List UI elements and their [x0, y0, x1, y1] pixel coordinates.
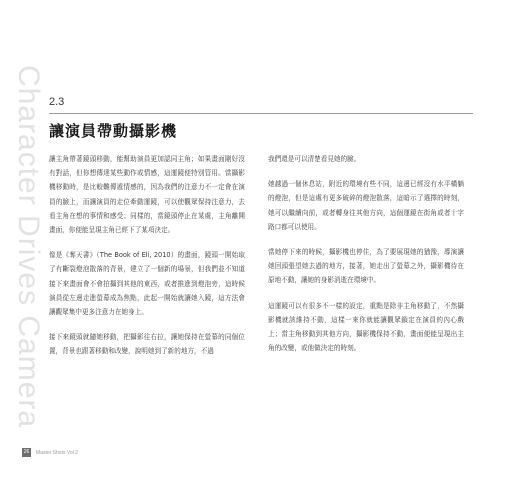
- paragraph: 她越過一個休息站，附近的環境有些不同，這邊已經沒有水平橫躺的燈泡，但是這處有更多破碎的燈泡散落，這暗示了選擇的時刻，她可以繼續向前，或者轉身往其他方向，這個運鏡在街角或者十字路口都可以使用。: [268, 180, 464, 231]
- page-number: 26: [23, 449, 30, 455]
- text-column-left: [49, 152, 245, 370]
- text-column-right: [268, 152, 464, 366]
- paragraph: 接下來鏡頭就隨她移動，把攝影往右拉，讓她保持在螢幕的同個位置，背景也跟著移動和改變，說明她到了新的地方，不過: [49, 333, 245, 356]
- paragraph: 這運鏡可以有很多不一樣的設定，重點是除非主角移動了，不然攝影機就該維持不動，這樣一來你就能讓觀眾鎖定在演員的內心戲上；當主角移動到其他方向，攝影機保持不動，畫面便能呈現出主角的改變，或他做決定的時刻。: [268, 301, 464, 353]
- chapter-side-title: Character Drives Camera: [12, 65, 45, 429]
- section-number: 2.3: [49, 96, 65, 108]
- paragraph: 當她停下來的時候，攝影機也停住，為了要展現她的猶豫，導演讓她回頭張望她去過的地方，接著，她走出了螢幕之外，攝影機待在原地不動，讓她的身影消逝在環境中。: [268, 248, 464, 285]
- section-title: 讓演員帶動攝影機: [49, 122, 178, 140]
- running-head: Master Shots Vol 2: [36, 449, 78, 456]
- paragraph: 我們還是可以清楚看見她的臉。: [268, 155, 361, 163]
- paragraph: 像是《奪天書》（The Book of Eli, 2010）的畫面，鏡頭一開始取了有斷裂燈泡散落的背景，建立了一個新的場景，但我們並不知道接下來畫面會不會拍攝到其他的東西，或者推進到燈泡旁，這時候演員從左邊走進螢幕成為焦點，此起一開始就讓她入鏡，這方法會讓觀眾集中更多注意力在她身上。: [49, 251, 245, 317]
- paragraph: 讓主角帶著鏡頭移動，能幫助演員更加認同主角；如果畫面剛好沒有對話，但你想傳達某些動作或情感，這運鏡便特別管用。當攝影機移動時，是比較難傳遞情感的，因為我們的注意力不一定會在演員的臉上，而讓演員的走位牽動運鏡，可以使觀眾保持注意力，去看主角在想的事情和感受；同樣的，當鏡頭停止在某處，主角離開畫面，你便能呈現主角已經下了某項決定。: [49, 155, 245, 235]
- section-divider: [49, 113, 473, 114]
- page-footer: [22, 448, 78, 457]
